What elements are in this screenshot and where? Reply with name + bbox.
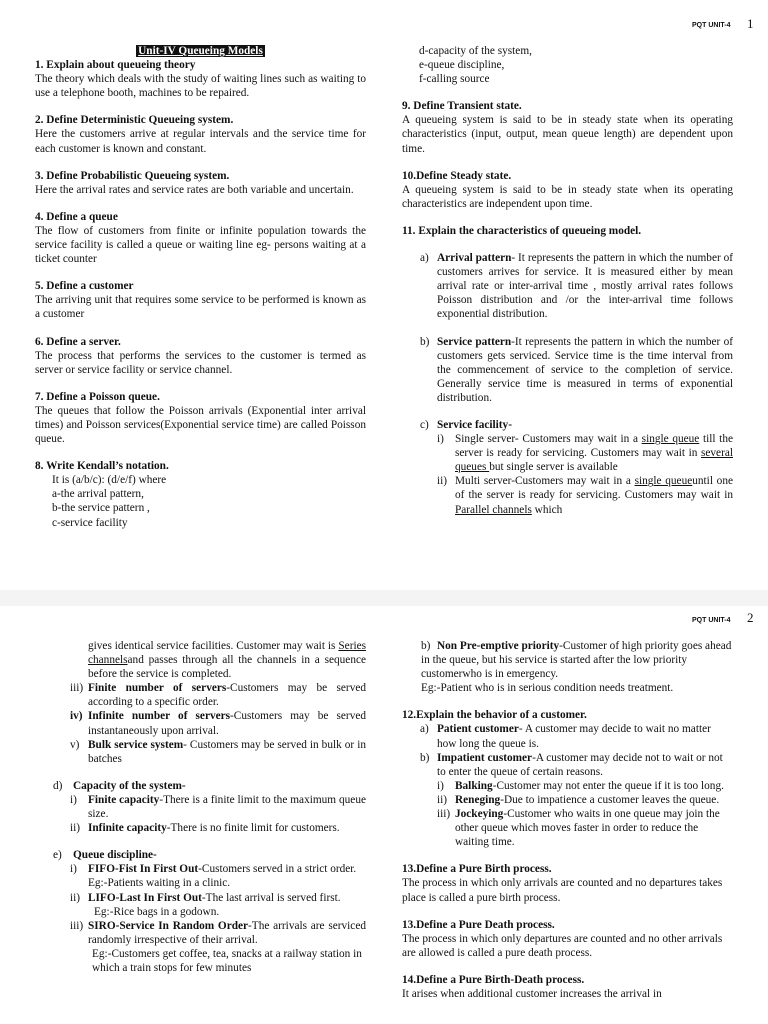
list-marker: b)	[420, 335, 430, 348]
answer-text: It arises when additional customer increases the arrival in	[402, 987, 662, 1000]
kendall-line: f-calling source	[419, 73, 490, 86]
left-column	[35, 44, 366, 530]
list-item	[35, 738, 366, 766]
document-page-2	[0, 606, 768, 1024]
page-separator	[0, 590, 768, 606]
item-text: -Due to impatience a customer leaves the queue.	[500, 793, 720, 806]
list-marker: d)	[53, 779, 63, 792]
question-title: 10.Define Steady state.	[402, 169, 512, 182]
list-item	[35, 793, 366, 821]
list-item	[35, 779, 366, 793]
item-text: but single server is available	[489, 461, 618, 474]
list-item	[35, 919, 366, 975]
list-item	[35, 681, 366, 709]
example-text: Eg:-Patient who is in serious condition needs treatment.	[421, 682, 674, 695]
list-item	[402, 751, 733, 779]
answer-text: A queueing system is said to be in steady state when its operating characteristics (input, output, mean queue length) are dependent upon time.	[402, 114, 733, 155]
list-marker: c)	[420, 418, 429, 431]
list-marker: iii)	[437, 808, 451, 821]
list-marker: i)	[70, 793, 77, 806]
list-item	[35, 891, 366, 919]
item-heading: Service facility-	[437, 418, 512, 431]
list-item	[402, 418, 733, 432]
underlined-term: single queue	[634, 475, 693, 488]
list-marker: a)	[420, 252, 429, 265]
list-item	[402, 807, 733, 849]
item-heading: SIRO-Service In Random Order	[88, 919, 249, 932]
item-heading: Patient customer	[437, 723, 519, 736]
underlined-term: several queues	[455, 447, 733, 474]
question-title: 1. Explain about queueing theory	[35, 59, 196, 72]
item-text: -Customers may be served according to a specific order.	[88, 682, 367, 709]
answer-text: The process that performs the services to the customer is termed as server or service facility or service channel.	[35, 349, 366, 376]
item-text: Single server- Customers may wait in a	[455, 433, 642, 446]
answer-text: The queues that follow the Poisson arrivals (Exponential inter arrival times) and Poisson services(Exponential service time) are called Poisson queue.	[35, 404, 366, 446]
item-text: until one of the server is ready for servicing. Customers may wait in	[455, 475, 733, 502]
page-number: 1	[747, 16, 754, 31]
list-marker: a)	[420, 723, 429, 736]
list-item	[402, 432, 733, 474]
question-title: 11. Explain the characteristics of queueing model.	[402, 224, 642, 237]
answer-text: Here the arrival rates and service rates are both variable and uncertain.	[35, 183, 354, 196]
question-title: 3. Define Probabilistic Queueing system.	[35, 169, 230, 182]
unit-title: Unit-IV Queueing Models	[138, 45, 263, 57]
item-heading: Balking	[455, 779, 493, 792]
question-title: 5. Define a customer	[35, 280, 134, 293]
list-item	[402, 251, 733, 321]
item-text: -There is a finite limit to the maximum queue size.	[88, 793, 366, 821]
item-heading: Impatient customer	[437, 751, 533, 764]
question-title: 13.Define a Pure Birth process.	[402, 863, 552, 876]
unit-title-line	[35, 44, 366, 58]
item-heading: Finite capacity	[88, 793, 160, 806]
item-heading: Non Pre-emptive priority	[437, 640, 560, 652]
question-title: 13.Define a Pure Death process.	[402, 918, 555, 931]
list-marker: i)	[437, 779, 444, 792]
question-title: 14.Define a Pure Birth-Death process.	[402, 973, 585, 986]
list-item	[35, 821, 366, 835]
item-heading: LIFO-Last In First Out	[88, 891, 202, 904]
list-item	[402, 793, 733, 807]
list-marker: i)	[437, 433, 444, 446]
kendall-line: b-the service pattern ,	[52, 502, 150, 515]
list-marker: iv)	[70, 710, 83, 723]
item-text: till the server is ready for servicing. Customers may wait in	[455, 433, 733, 460]
question-title: 7. Define a Poisson queue.	[35, 390, 160, 403]
item-text: -Customer who waits in one queue may join the other queue which moves faster in order to reduce the waiting time.	[455, 808, 720, 849]
list-item	[402, 779, 733, 793]
list-marker: e)	[53, 849, 62, 862]
list-item	[35, 709, 366, 737]
question-title: 9. Define Transient state.	[402, 100, 522, 113]
item-text: which	[531, 503, 563, 516]
underlined-term: Parallel channels	[455, 503, 532, 516]
question-title: 2. Define Deterministic Queueing system.	[35, 114, 234, 127]
item-text: -Customer may not enter the queue if it is too long.	[492, 779, 724, 792]
item-heading: Infinite number of servers	[88, 710, 231, 723]
item-text: -Customer of high priority goes ahead in the queue, but his service is started after the low priority customerwho is in emergency.	[421, 640, 732, 681]
example-text: Eg:-Customers get coffee, tea, snacks at a railway station in which a train stops for few minutes	[92, 947, 362, 974]
answer-text: The process in which only arrivals are counted and no departures takes place is called a pure birth process.	[402, 877, 723, 904]
answer-text: Here the customers arrive at regular intervals and the service time for each customer is known and constant.	[35, 128, 366, 155]
answer-text: The theory which deals with the study of waiting lines such as waiting to use a telephone booth, machines to be repaired.	[35, 73, 366, 100]
question-title: 8. Write Kendall’s notation.	[35, 460, 169, 473]
answer-text: The flow of customers from finite or infinite population towards the service facility is called a queue or waiting line eg- persons waiting at a ticket counter	[35, 224, 366, 266]
list-marker: iii)	[70, 919, 84, 932]
list-marker: b)	[420, 751, 430, 764]
item-heading: Bulk service system	[88, 738, 184, 751]
underlined-term: single queue	[641, 433, 700, 446]
list-marker: ii)	[70, 822, 81, 835]
item-text: -Customers served in a strict order.	[198, 863, 357, 876]
list-marker: ii)	[70, 891, 81, 904]
underlined-term: Series channels	[88, 640, 366, 667]
item-heading: Jockeying	[455, 808, 504, 821]
item-text: -The arrivals are serviced randomly irrespective of their arrival.	[88, 919, 366, 946]
page-number: 2	[747, 610, 754, 625]
list-item	[402, 639, 733, 695]
list-marker: v)	[70, 738, 80, 751]
list-marker: b)	[421, 640, 431, 652]
question-title: 12.Explain the behavior of a customer.	[402, 709, 587, 722]
list-marker: i)	[70, 863, 77, 876]
kendall-line: a-the arrival pattern,	[52, 488, 144, 501]
list-item	[35, 862, 366, 890]
example-text: Eg:-Rice bags in a godown.	[94, 905, 220, 918]
item-heading: Reneging	[455, 793, 501, 806]
right-column	[402, 44, 733, 517]
item-heading: Finite number of servers	[88, 682, 227, 695]
list-item	[402, 722, 733, 750]
answer-text: The arriving unit that requires some service to be performed is known as a customer	[35, 294, 366, 321]
page-header: PQT UNIT-4	[692, 22, 731, 29]
kendall-line: c-service facility	[52, 516, 128, 529]
kendall-line: e-queue discipline,	[419, 59, 505, 72]
item-heading: Service pattern	[437, 335, 512, 348]
question-title: 6. Define a server.	[35, 335, 121, 348]
item-text: -It represents the pattern in which the number of customers gets serviced. Service time is the time interval from the commencement of service to the completion of service. Generally service time is measured in terms of exponential distribution.	[437, 335, 733, 404]
answer-text: A queueing system is said to be in steady state when its operating characteristics are independent upon time.	[402, 183, 733, 210]
answer-text: The process in which only departures are counted and no other arrivals are allowed is called a pure death process.	[402, 932, 723, 959]
list-item	[35, 848, 366, 862]
item-text: -The last arrival is served first.	[201, 891, 341, 904]
right-column	[402, 639, 733, 1001]
item-heading: Arrival pattern	[437, 252, 512, 265]
item-text: - It represents the pattern in which the number of customers arrives for service. It is measured either by mean arrival rate or inter-arrival time , mostly arrival rates follows Poisson distribution and /or the inter-arrival time follows exponential distribution.	[437, 252, 733, 321]
kendall-line: It is (a/b/c): (d/e/f) where	[52, 474, 167, 487]
list-item	[402, 335, 733, 405]
item-heading: FIFO-Fist In First Out	[88, 863, 199, 876]
question-title: 4. Define a queue	[35, 210, 118, 223]
list-marker: ii)	[437, 793, 448, 806]
left-column	[35, 639, 366, 975]
item-text: Multi server-Customers may wait in a	[455, 475, 635, 488]
item-text: - Customers may be served in bulk or in batches	[88, 738, 366, 765]
kendall-line: d-capacity of the system,	[419, 45, 532, 57]
item-text: -Customers may be served instantaneously upon arrival.	[88, 710, 366, 737]
item-text: gives identical service facilities. Customer may wait is Series channelsand passes through all the channels in a sequence before the service is completed.	[88, 640, 366, 681]
list-marker: iii)	[70, 682, 84, 695]
item-heading: Queue discipline-	[73, 849, 157, 862]
item-heading: Infinite capacity	[88, 822, 167, 835]
example-text: Eg:-Patients waiting in a clinic.	[88, 877, 231, 890]
item-text: -There is no finite limit for customers.	[166, 822, 340, 835]
list-item	[402, 474, 733, 516]
item-heading: Capacity of the system-	[73, 779, 186, 792]
page-header: PQT UNIT-4	[692, 617, 731, 624]
item-text: -A customer may decide not to wait or not to enter the queue of certain reasons.	[437, 751, 723, 778]
list-marker: ii)	[437, 475, 448, 488]
item-text: - A customer may decide to wait no matter how long the queue is.	[437, 723, 711, 750]
